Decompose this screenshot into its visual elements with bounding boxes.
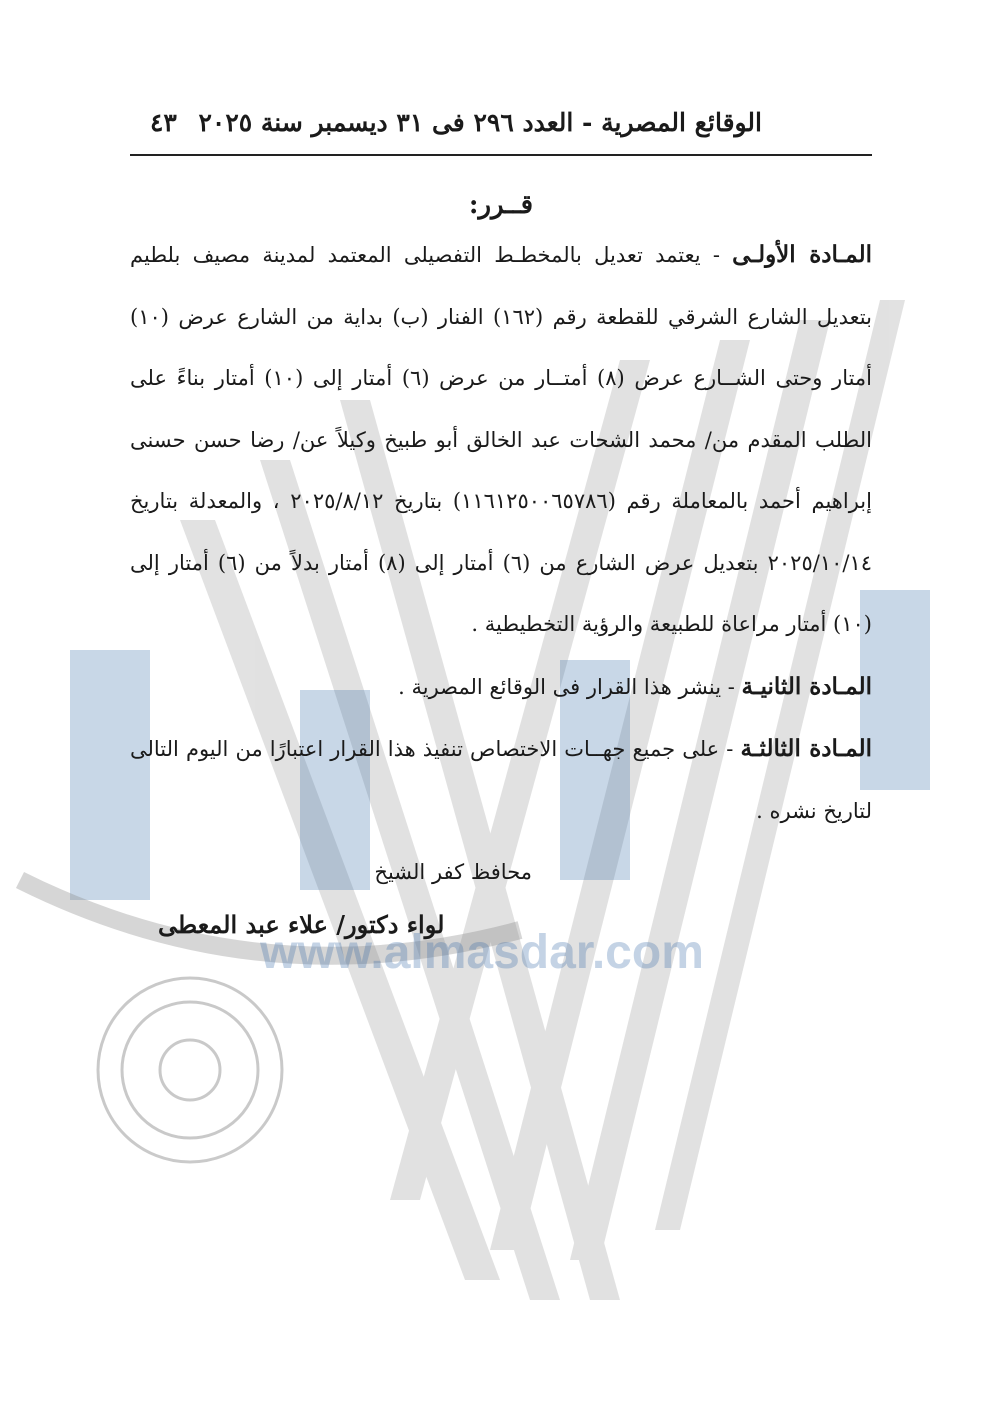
signature-role: محافظ كفر الشيخ	[374, 860, 532, 884]
page-header	[130, 108, 872, 156]
signature-name: لواء دكتور/ علاء عبد المعطى	[158, 910, 445, 939]
article-1-label: المـادة الأولـى	[732, 241, 872, 268]
article-1	[130, 224, 872, 656]
article-3	[130, 718, 872, 842]
article-2	[130, 656, 872, 719]
article-2-text: - ينشر هذا القرار فى الوقائع المصرية .	[398, 674, 742, 699]
article-2-label: المـادة الثانيـة	[741, 672, 872, 700]
watermark-seal	[98, 978, 282, 1162]
decision-title: قــرر:	[468, 190, 534, 220]
article-3-text: - على جميع جهــات الاختصاص تنفيذ هذا القرار اعتبارًا من اليوم التالى لتاريخ نشره .	[130, 737, 872, 823]
article-3-label: المـادة الثالثـة	[740, 735, 872, 762]
watermark-site: www.almasdar.com	[260, 926, 704, 979]
gazette-page	[130, 108, 873, 939]
article-1-text: - يعتمد تعديل بالمخطـط التفصيلى المعتمد لمدينة مصيف بلطيم بتعديل الشارع الشرقي للقطعة رقم (١٦٢) الفنار (ب) بداية من الشارع عرض (١٠) أمتار وحتى الشــارع عرض (٨) أمتــار من عرض (٦) أمتار إلى (١٠) أمتار بناءً على الطلب المقدم من/ محمد الشحات عبد الخالق أبو طبيخ وكيلاً عن/ رضا حسن حسنى إبراهيم أحمد بالمعاملة رقم (١١٦١٢٥٠٠٦٥٧٨٦) بتاريخ ٢٠٢٥/٨/١٢ ، والمعدلة بتاريخ ٢٠٢٥/١٠/١٤ بتعديل عرض الشارع من (٦) أمتار إلى (٨) أمتار بدلاً من (٦) أمتار إلى (١٠) أمتار مراعاة للطبيعة والرؤية التخطيطية .	[130, 243, 873, 636]
header-title: الوقائع المصرية - العدد ٢٩٦ فى ٣١ ديسمبر سنة ٢٠٢٥	[198, 108, 762, 137]
page-number: ٤٣	[150, 108, 177, 137]
